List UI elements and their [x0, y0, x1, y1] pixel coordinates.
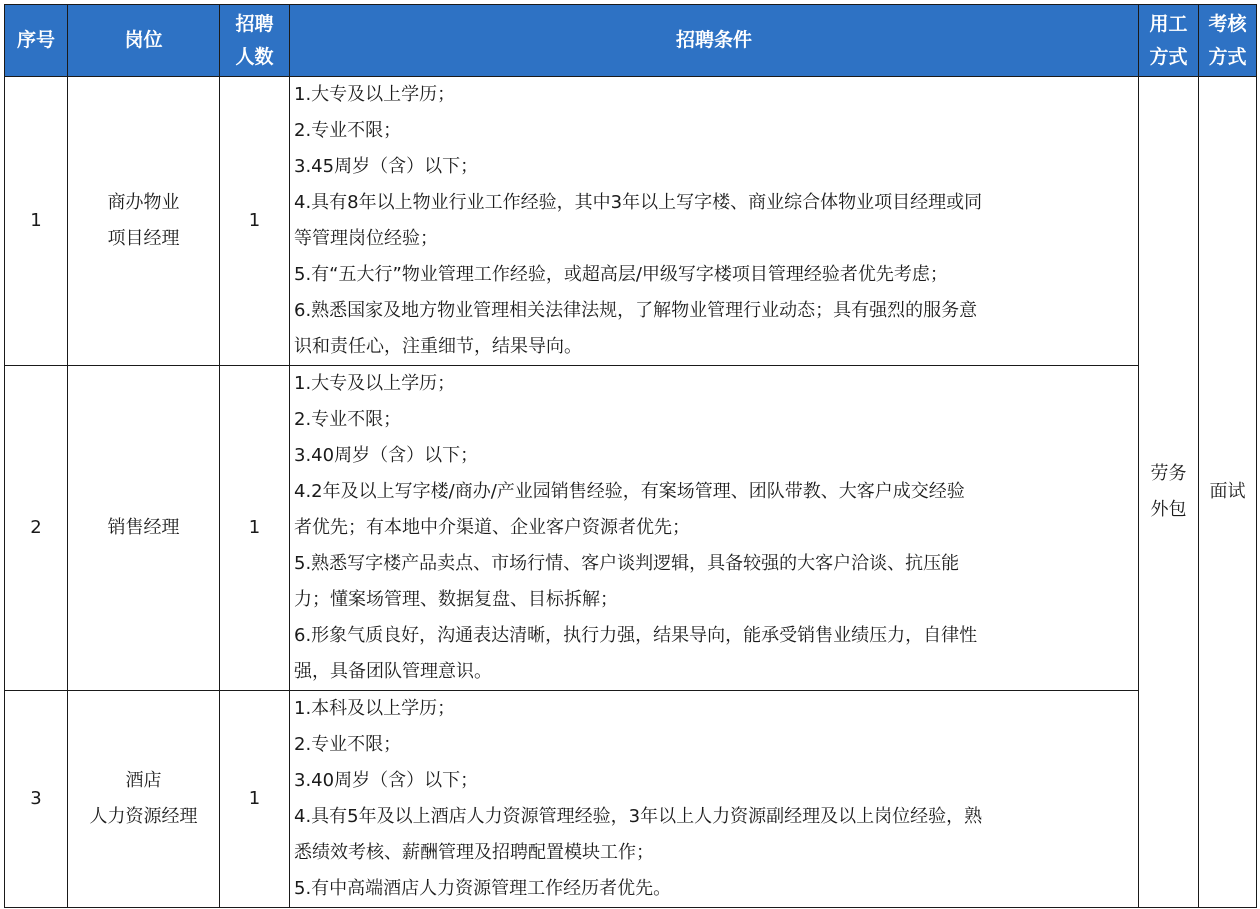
row-conditions	[290, 691, 1139, 908]
condition-line: 1.大专及以上学历；	[294, 373, 456, 394]
position-line: 酒店	[125, 770, 162, 791]
assessment-cell: 面试	[1199, 77, 1257, 908]
condition-line: 力；懂案场管理、数据复盘、目标拆解；	[294, 589, 618, 610]
row-count: 1	[220, 77, 290, 366]
header-assessment-line: 考核	[1208, 12, 1247, 35]
row-count: 1	[220, 691, 290, 908]
table-row	[5, 77, 1257, 366]
table-row	[5, 366, 1257, 691]
header-conditions: 招聘条件	[290, 5, 1139, 77]
condition-line: 2.专业不限；	[294, 734, 402, 755]
condition-line: 5.有中高端酒店人力资源管理工作经历者优先。	[294, 878, 672, 899]
row-position	[68, 366, 220, 691]
position-line: 项目经理	[107, 228, 180, 249]
header-count-line: 人数	[235, 45, 274, 68]
employment-line: 外包	[1150, 499, 1187, 520]
condition-line: 者优先；有本地中介渠道、企业客户资源者优先；	[294, 517, 690, 538]
table-row	[5, 691, 1257, 908]
condition-line: 3.45周岁（含）以下；	[294, 156, 479, 177]
condition-line: 4.具有5年及以上酒店人力资源管理经验，3年以上人力资源副经理及以上岗位经验，熟	[294, 806, 983, 827]
table-header-row	[5, 5, 1257, 77]
condition-line: 等管理岗位经验；	[294, 228, 438, 249]
condition-line: 6.形象气质良好，沟通表达清晰，执行力强，结果导向，能承受销售业绩压力，自律性	[294, 625, 978, 646]
condition-line: 3.40周岁（含）以下；	[294, 445, 479, 466]
condition-line: 1.本科及以上学历；	[294, 698, 456, 719]
condition-line: 6.熟悉国家及地方物业管理相关法律法规，了解物业管理行业动态；具有强烈的服务意	[294, 300, 978, 321]
header-assessment-line: 方式	[1208, 45, 1247, 68]
employment-cell	[1139, 77, 1199, 908]
header-position: 岗位	[68, 5, 220, 77]
position-line: 人力资源经理	[89, 806, 198, 827]
position-line: 商办物业	[107, 192, 180, 213]
condition-line: 5.熟悉写字楼产品卖点、市场行情、客户谈判逻辑，具备较强的大客户洽谈、抗压能	[294, 553, 960, 574]
row-position	[68, 77, 220, 366]
row-no: 2	[5, 366, 68, 691]
row-count: 1	[220, 366, 290, 691]
row-position	[68, 691, 220, 908]
header-employment-line: 用工	[1149, 12, 1188, 35]
header-assessment	[1199, 5, 1257, 77]
row-no: 3	[5, 691, 68, 908]
recruitment-table	[4, 4, 1257, 908]
header-employment-line: 方式	[1149, 45, 1188, 68]
condition-line: 识和责任心，注重细节，结果导向。	[294, 336, 582, 357]
header-no: 序号	[5, 5, 68, 77]
header-count	[220, 5, 290, 77]
condition-line: 2.专业不限；	[294, 120, 402, 141]
condition-line: 1.大专及以上学历；	[294, 84, 456, 105]
position-line: 销售经理	[107, 517, 180, 538]
row-no: 1	[5, 77, 68, 366]
header-employment	[1139, 5, 1199, 77]
condition-line: 3.40周岁（含）以下；	[294, 770, 479, 791]
condition-line: 5.有“五大行”物业管理工作经验，或超高层/甲级写字楼项目管理经验者优先考虑；	[294, 264, 948, 285]
condition-line: 4.2年及以上写字楼/商办/产业园销售经验，有案场管理、团队带教、大客户成交经验	[294, 481, 965, 502]
condition-line: 强，具备团队管理意识。	[294, 661, 492, 682]
condition-line: 悉绩效考核、薪酬管理及招聘配置模块工作；	[294, 842, 654, 863]
row-conditions	[290, 77, 1139, 366]
employment-line: 劳务	[1150, 463, 1187, 484]
condition-line: 2.专业不限；	[294, 409, 402, 430]
condition-line: 4.具有8年以上物业行业工作经验，其中3年以上写字楼、商业综合体物业项目经理或同	[294, 192, 983, 213]
row-conditions	[290, 366, 1139, 691]
header-count-line: 招聘	[235, 12, 274, 35]
